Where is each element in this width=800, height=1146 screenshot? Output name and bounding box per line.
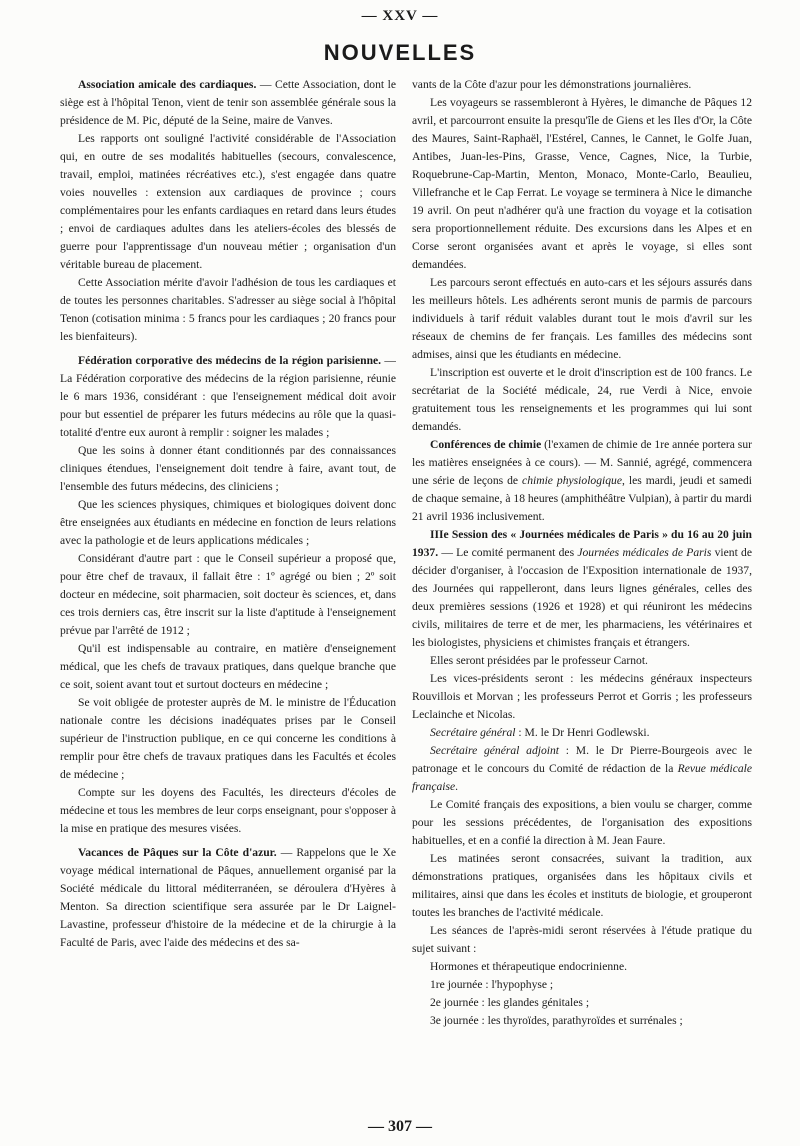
section-title: NOUVELLES [323,40,477,65]
paragraph [60,76,396,130]
italic-text: Revue médicale française [412,762,752,793]
paragraph: Elles seront présidées par le professeur Carnot. [430,654,648,667]
paragraph [412,436,752,526]
item-heading: Fédération corporative des médecins de la région parisienne. [78,354,382,367]
paragraph [60,352,396,442]
paragraph: Les matinées seront consacrées, suivant la tradition, aux démonstrations pratiques, organisées dans les hôpitaux civils et militaires, ainsi que dans les écoles et instituts de biologie, et grouperont toutes les branches de l'activité médicale. [412,852,752,919]
paragraph: Se voit obligée de protester auprès de M. le ministre de l'Éducation nationale contre les décisions inadéquates prises par le Conseil supérieur de l'instruction publique, en ce qui concerne les conditions à remplir pour être chefs de travaux pratiques dans les Facultés et écoles de médecine ; [60,696,396,781]
item-heading: IIIe Session des « Journées médicales de Paris » du 16 au 20 juin 1937. [412,528,752,559]
paragraph-text: — Cette Association, dont le siège est à l'hôpital Tenon, vient de tenir son assemblée générale sous la présidence de M. Pic, député de la Seine, maire de Vanves. [60,78,396,127]
paragraph-text: vient de décider d'organiser, à l'occasion de l'Exposition internationale de 1937, des Journées qui rappelleront, dans leurs lignes générales, celles des deux premières sessions (1926 et 1928) et qui réuniront les médecins civils, militaires de terre et de mer, les pharmaciens, les vétérinaires et les biologistes, physiciens et chimistes français et étrangers. [412,546,752,649]
paragraph: Considérant d'autre part : que le Conseil supérieur a proposé que, pour être chef de travaux, il fallait être : 1º agrégé ou bien ; 2º soit docteur en médecine, soit pharmacien, soit docteur ès sciences, et, dans ces trois derniers cas, être inscrit sur la liste d'aptitude à l'enseignement prévue par l'arrêté de 1912 ; [60,552,396,637]
italic-text: chimie physiologique [522,474,622,487]
item-heading: Association amicale des cardiaques. [78,78,257,91]
paragraph: Hormones et thérapeutique endocrinienne. [430,960,628,973]
paragraph: Les vices-présidents seront : les médecins généraux inspecteurs Rouvillois et Morvan ; les professeurs Perrot et Gorris ; les professeurs Leclainche et Nicolas. [412,672,752,721]
paragraph-text: (l'examen de chimie de 1re année portera sur les matières enseignées à ce cours). — M. Sannié, agrégé, commencera une série de leçons de [412,438,752,487]
paragraph [412,742,752,796]
paragraph: Qu'il est indispensable au contraire, en matière d'enseignement médical, que les chefs de travaux pratiques, dans quelque branche que ce soit, soient avant tout et surtout docteurs en médecine ; [60,642,396,691]
paragraph: Que les soins à donner étant conditionnés par des connaissances cliniques étendues, l'enseignement doit tendre à faire, avant tout, de l'ensemble des futurs médecins, des cliniciens ; [60,444,396,493]
right-column [412,76,752,1116]
list-item: 1re journée : l'hypophyse ; [430,978,554,991]
page-number: — 307 — [368,1118,432,1135]
paragraph: Compte sur les doyens des Facultés, les directeurs d'écoles de médecine et tous les membres de leur corps enseignant, pour s'opposer à la mise en pratique des mesures visées. [60,786,396,835]
paragraph: Le Comité français des expositions, a bien voulu se charger, comme pour les sessions précédentes, de l'organisation des expositions habituelles, et en a confié la direction à M. Jean Faure. [412,798,752,847]
italic-text: Secrétaire général [430,726,516,739]
left-column [60,76,396,1116]
paragraph-text: . [455,780,459,793]
paragraph [60,844,396,952]
paragraph: vants de la Côte d'azur pour les démonstrations journalières. [412,78,692,91]
italic-text: Secrétaire général adjoint [430,744,560,757]
paragraph-text: : M. le Dr Henri Godlewski. [515,726,650,739]
paragraph: L'inscription est ouverte et le droit d'inscription est de 100 francs. Le secrétariat de la Société médicale, 24, rue Verdi à Nice, envoie gratuitement tous les renseignements et les programmes qui lui sont demandés. [412,366,752,433]
paragraph-text: — Le comité permanent des [438,546,578,559]
paragraph: Que les sciences physiques, chimiques et biologiques doivent donc être enseignées aux étudiants en médecine en fonction de leurs relations avec la pathologie et de leurs applications médicales ; [60,498,396,547]
list-item: 3e journée : les thyroïdes, parathyroïdes et surrénales ; [430,1014,683,1027]
paragraph: Les parcours seront effectués en auto-cars et les séjours assurés dans les meilleurs hôtels. Les adhérents seront munis de parmis de parcours individuels à tarif réduit valables durant tout le mois d'avril sur les réseaux de chemins de fer français. Les familles des médecins sont admises, ainsi que les étudiants en médecine. [412,276,752,361]
italic-text: Journées médicales de Paris [577,546,712,559]
page-roman-numeral: — XXV — [361,8,439,24]
paragraph: Les rapports ont souligné l'activité considérable de l'Association qui, en outre de ses modalités habituelles (secours, convalescence, travail, emploi, matinées récréatives etc.), s'est engagée dans quatre voies nouvelles : extension aux cardiaques de province ; cours complémentaires pour les enfants cardiaques en retard dans leurs études ; envoi de cardiaques adultes dans les ateliers-écoles des blessés de guerre pour l'apprentissage d'un nouveau métier ; organisation d'un véritable bureau de placement. [60,132,396,271]
paragraph-text: — La Fédération corporative des médecins de la région parisienne, réunie le 6 mars 1936, considérant : que l'enseignement médical doit avoir pour but essentiel de préparer les futurs médecins au rôle que la quasi-totalité d'entre eux auront à remplir : soigner les malades ; [60,354,396,439]
paragraph-text: : M. le Dr Pierre-Bourgeois avec le patronage et le concours du Comité de rédaction de la [412,744,752,775]
paragraph-text: — Rappelons que le Xe voyage médical international de Pâques, annuellement organisé par la Société médicale du littoral méditerranéen, se déroulera d'Hyères à Menton. Sa direction scientifique sera assurée par le Dr Laignel-Lavastine, professeur d'histoire de la médecine et de la chirurgie à la Faculté de Paris, avec l'aide des médecins et des sa- [60,846,396,949]
paragraph: Cette Association mérite d'avoir l'adhésion de tous les cardiaques et de toutes les personnes charitables. S'adresser au siège social à l'hôpital Tenon (cotisation minima : 5 francs pour les cardiaques ; 20 francs pour les bienfaiteurs). [60,276,396,343]
paragraph: Les séances de l'après-midi seront réservées à l'étude pratique du sujet suivant : [412,924,752,955]
paragraph: Les voyageurs se rassembleront à Hyères, le dimanche de Pâques 12 avril, et parcourront ensuite la presqu'île de Giens et les Iles d'Or, la Côte des Maures, Saint-Raphaël, l'Estérel, Cannes, le Cannet, le Golfe Juan, Antibes, Juan-les-Pins, Grasse, Vence, Cagnes, Nice, la Turbie, Roquebrune-Cap-Martin, Menton, Monaco, Monte-Carlo, Beaulieu, Villefranche et le Cap Ferrat. Le voyage se terminera à Nice le dimanche 19 avril. On peut n'adhérer qu'à une fraction du voyage et la cotisation sera proportionnellement réduite. Des excursions dans les Alpes et en Corse seront organisées avant et après le voyage, si elles sont demandées. [412,96,752,271]
paragraph [412,724,752,742]
list-item: 2e journée : les glandes génitales ; [430,996,590,1009]
item-heading: Vacances de Pâques sur la Côte d'azur. [78,846,277,859]
paragraph-text: , les mardi, jeudi et samedi de chaque semaine, à 18 heures (amphithéâtre Vulpian), à partir du mardi 21 avril 1936 inclusivement. [412,474,752,523]
paragraph [412,526,752,652]
item-heading: Conférences de chimie [430,438,542,451]
